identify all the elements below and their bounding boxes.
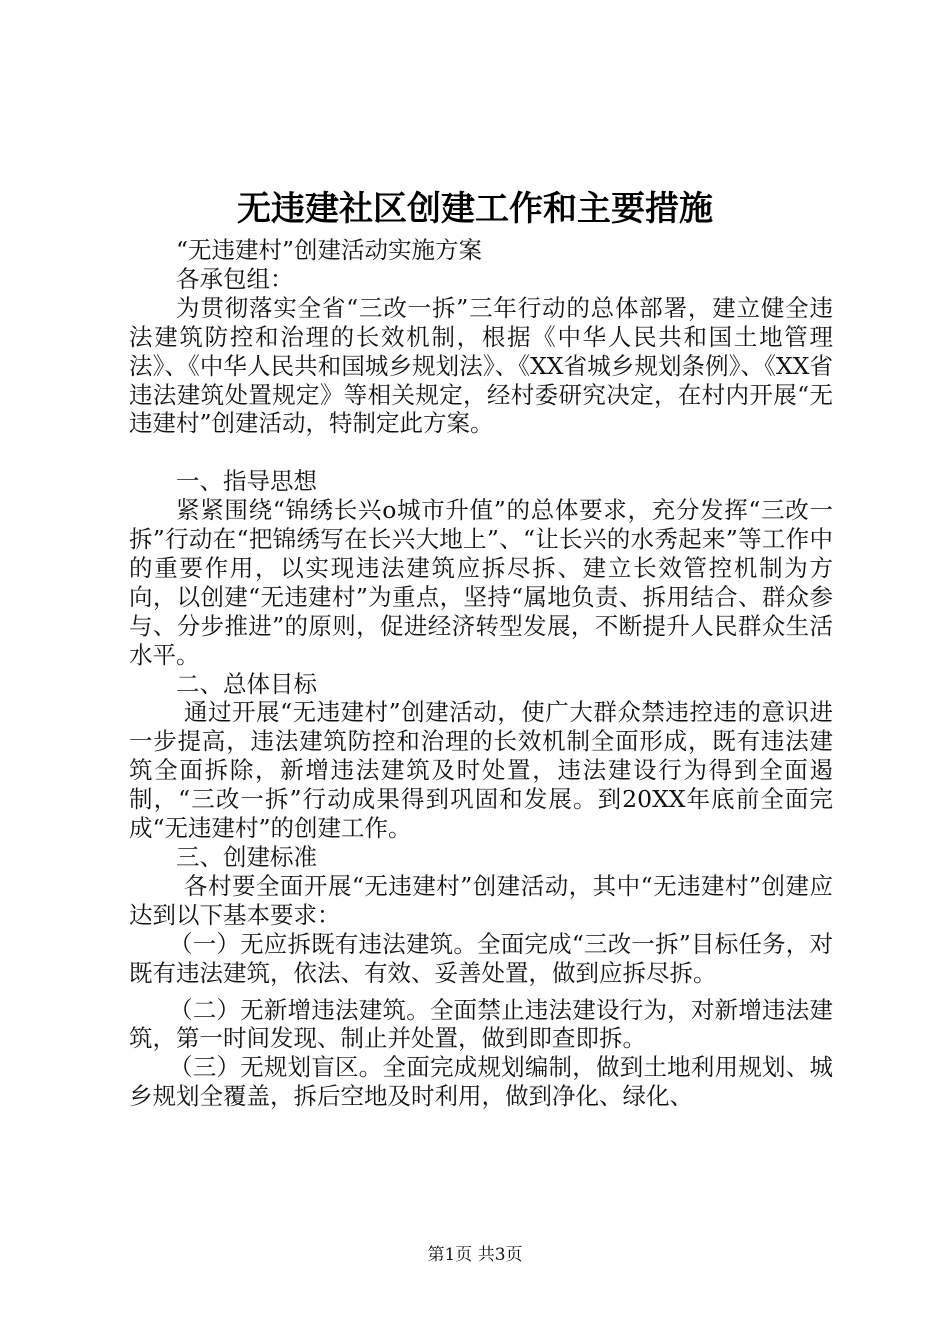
standard-item-2: （二）无新增违法建筑。全面禁止违法建设行为，对新增违法建筑，第一时间发现、制止并处置，做到即查即拆。 bbox=[129, 995, 833, 1053]
section-heading-overall-goal: 二、总体目标 bbox=[176, 669, 317, 698]
section-heading-standards: 三、创建标准 bbox=[176, 843, 317, 872]
salutation: 各承包组： bbox=[176, 264, 294, 293]
standard-item-3: （三）无规划盲区。全面完成规划编制，做到土地利用规划、城乡规划全覆盖，拆后空地及时利用，做到净化、绿化、 bbox=[129, 1053, 833, 1111]
standards-paragraph: 各村要全面开展“无违建村”创建活动，其中“无违建村”创建应达到以下基本要求： bbox=[129, 871, 833, 929]
paragraph-gap bbox=[129, 988, 833, 996]
standard-item-1: （一）无应拆既有违法建筑。全面完成“三改一拆”目标任务，对既有违法建筑，依法、有效、妥善处置，做到应拆尽拆。 bbox=[129, 929, 833, 987]
overall-goal-paragraph: 通过开展“无违建村”创建活动，使广大群众禁违控违的意识进一步提高，违法建筑防控和治理的长效机制全面形成，既有违法建筑全面拆除，新增违法建筑及时处置，违法建设行为得到全面遏制，“三改一拆”行动成果得到巩固和发展。到20XX年底前全面完成“无违建村”的创建工作。 bbox=[129, 698, 833, 843]
guiding-thought-paragraph: 紧紧围绕“锦绣长兴o城市升值”的总体要求，充分发挥“三改一拆”行动在“把锦绣写在长兴大地上”、“让长兴的水秀起来”等工作中的重要作用，以实现违法建筑应拆尽拆、建立长效管控机制为方向，以创建“无违建村”为重点，坚持“属地负责、拆用结合、群众参与、分步推进”的原则，促进经济转型发展，不断提升人民群众生活水平。 bbox=[129, 496, 833, 669]
page-footer: 第1页 共3页 bbox=[427, 1245, 523, 1265]
document-body bbox=[129, 236, 833, 1111]
paragraph-gap bbox=[129, 438, 833, 467]
document-title: 无违建社区创建工作和主要措施 bbox=[237, 189, 713, 229]
plan-heading: “无违建村”创建活动实施方案 bbox=[176, 236, 483, 264]
intro-paragraph: 为贯彻落实全省“三改一拆”三年行动的总体部署，建立健全违法建筑防控和治理的长效机制，根据《中华人民共和国土地管理法》、《中华人民共和国城乡规划法》、《XX省城乡规划条例》、《XX省违法建筑处置规定》等相关规定，经村委研究决定，在村内开展“无违建村”创建活动，特制定此方案。 bbox=[129, 293, 833, 438]
section-heading-guiding-thought: 一、指导思想 bbox=[176, 467, 317, 496]
